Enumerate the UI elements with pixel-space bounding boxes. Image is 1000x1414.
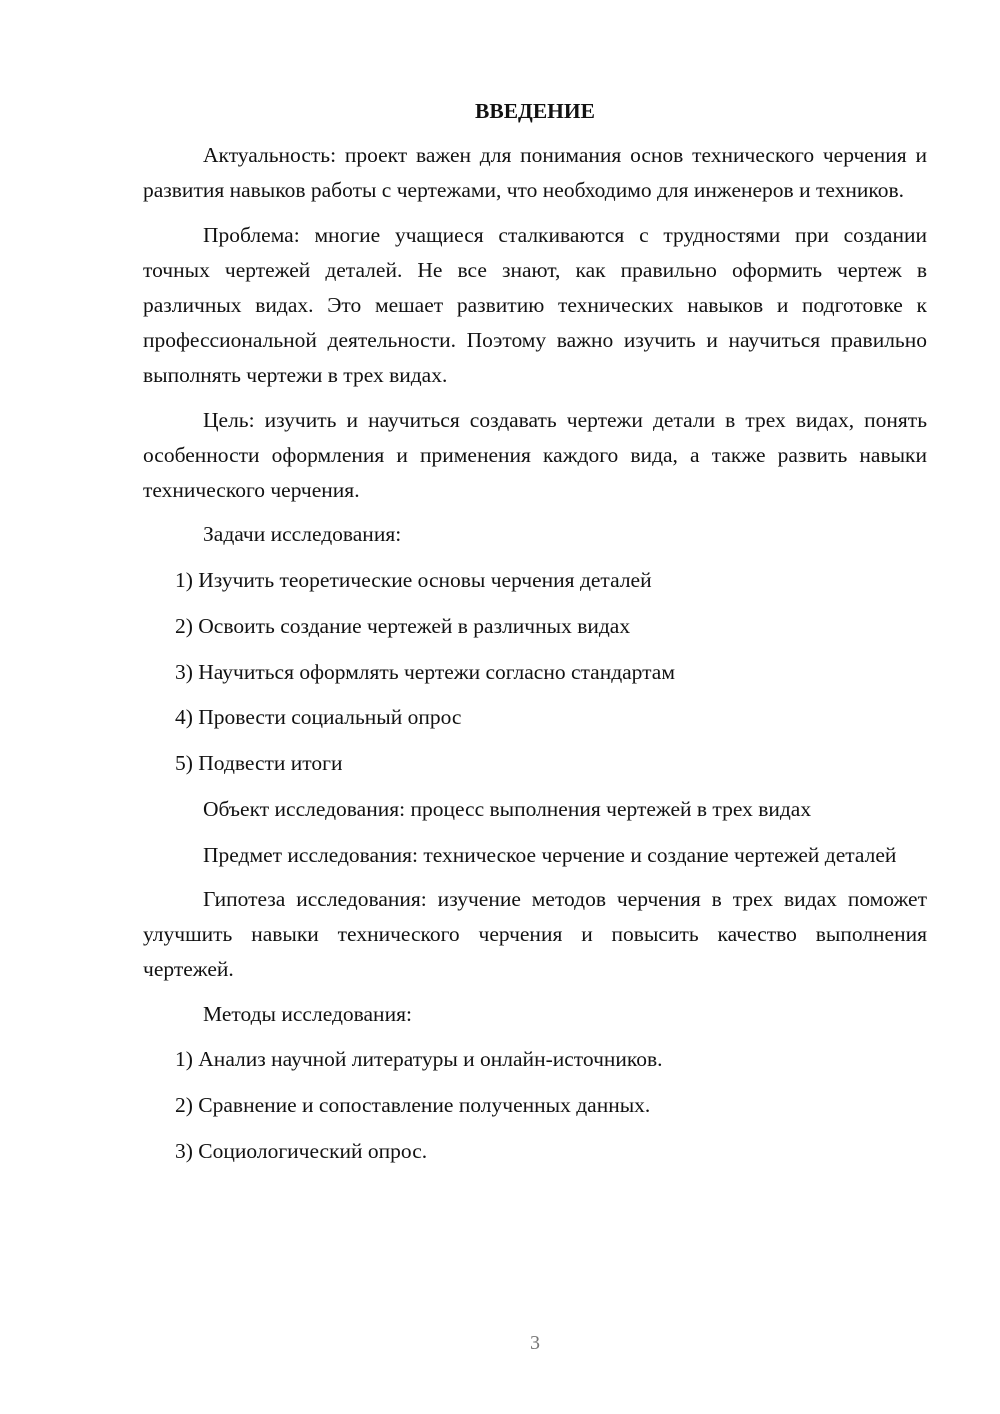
tasks-label: Задачи исследования: [203, 522, 402, 547]
document-body [143, 94, 927, 1180]
subject-paragraph: Предмет исследования: техническое черчение и создание чертежей деталей [203, 842, 897, 867]
list-item: 4) Провести социальный опрос [175, 705, 462, 730]
methods-label: Методы исследования: [203, 1001, 412, 1026]
list-item: 1) Анализ научной литературы и онлайн-источников. [175, 1047, 663, 1072]
section-heading: ВВЕДЕНИЕ [475, 99, 595, 123]
list-item: 5) Подвести итоги [175, 751, 343, 776]
methods-list [143, 1042, 927, 1169]
list-item: 2) Сравнение и сопоставление полученных данных. [175, 1093, 651, 1118]
object-statement: Объект исследования: процесс выполнения чертежей в трех видах [203, 797, 812, 822]
tasks-list [143, 563, 927, 781]
problem-paragraph: Проблема: многие учащиеся сталкиваются с трудностями при создании точных чертежей деталей. Не все знают, как правильно оформить чертеж в различных видах. Это мешает развитию технических навыков и подготовке к профессиональной деятельности. Поэтому важно изучить и научиться правильно выполнять чертежи в трех видах. [143, 222, 927, 388]
relevance-paragraph: Актуальность: проект важен для понимания основ технического черчения и развития навыков работы с чертежами, что необходимо для инженеров и техников. [143, 143, 927, 203]
list-item: 3) Социологический опрос. [175, 1139, 428, 1164]
list-item: 1) Изучить теоретические основы черчения деталей [175, 568, 652, 593]
list-item: 2) Освоить создание чертежей в различных видах [175, 613, 631, 638]
page-number: 3 [530, 1332, 540, 1354]
hypothesis-paragraph: Гипотеза исследования: изучение методов черчения в трех видах поможет улучшить навыки технического черчения и повысить качество выполнения чертежей. [143, 887, 927, 982]
goal-paragraph: Цель: изучить и научиться создавать чертежи детали в трех видах, понять особенности оформления и применения каждого вида, а также развить навыки технического черчения. [143, 407, 927, 503]
list-item: 3) Научиться оформлять чертежи согласно стандартам [175, 659, 675, 684]
